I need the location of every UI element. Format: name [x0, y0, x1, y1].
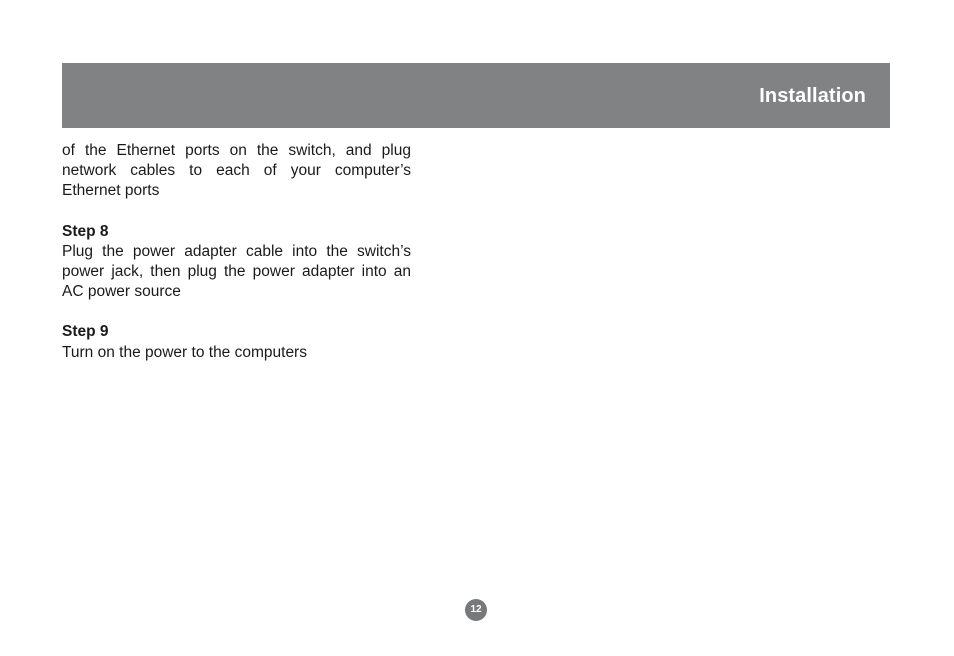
step-block [62, 322, 411, 362]
step-block [62, 222, 411, 303]
intro-paragraph: of the Ethernet ports on the switch, and plug network cables to each of your computer’s Ethernet ports [62, 142, 411, 200]
instructions-column [62, 141, 411, 363]
step-text: Turn on the power to the computers [62, 343, 307, 361]
section-header-bar [62, 63, 890, 128]
page-number-badge: 12 [465, 599, 487, 621]
step-heading: Step 9 [62, 323, 109, 341]
step-text: Plug the power adapter cable into the switch’s power jack, then plug the power adapter into an AC power source [62, 242, 411, 301]
section-title: Installation [759, 85, 866, 107]
step-heading: Step 8 [62, 222, 109, 240]
